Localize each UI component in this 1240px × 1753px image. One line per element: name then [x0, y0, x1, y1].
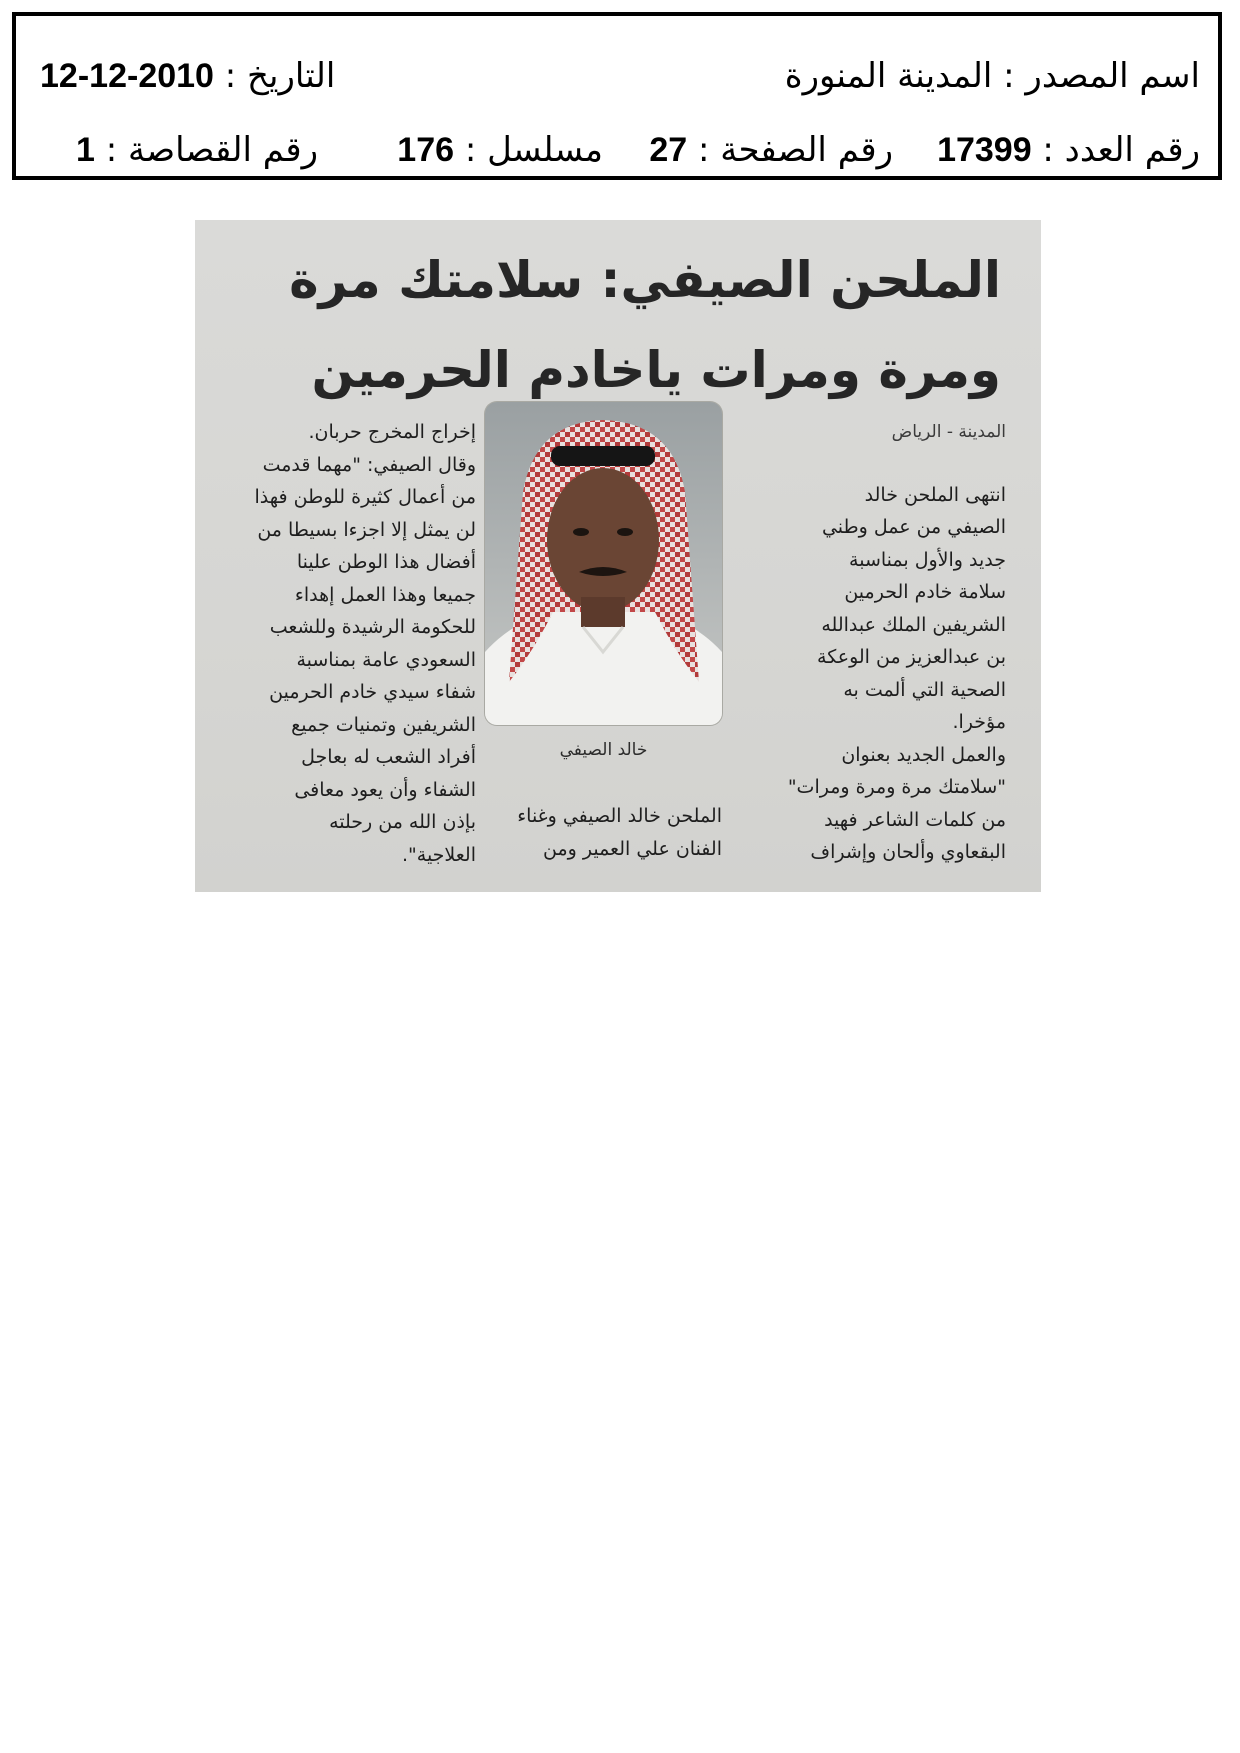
article-line: من كلمات الشاعر فهيد: [824, 808, 1006, 831]
article-line: الفنان علي العمير ومن: [543, 837, 722, 860]
clip-number-label: رقم القصاصة :: [105, 130, 319, 170]
newspaper-clipping: [195, 220, 1041, 892]
date-line: [40, 56, 335, 96]
date-label: التاريخ :: [224, 56, 336, 96]
dateline: المدينة - الرياض: [891, 422, 1006, 442]
photo-caption: خالد الصيفي: [559, 740, 648, 760]
article-line: الشريفين الملك عبدالله: [821, 613, 1006, 636]
clip-number-line: [76, 130, 318, 170]
article-line: للحكومة الرشيدة وللشعب: [269, 616, 476, 638]
article-line: شفاء سيدي خادم الحرمين: [269, 681, 476, 703]
serial-line: [397, 130, 603, 170]
serial-value: 176: [397, 131, 455, 169]
article-line: أفضال هذا الوطن علينا: [296, 551, 476, 573]
article-line: "سلامتك مرة ومرة ومرات": [787, 776, 1006, 798]
source-line: [785, 56, 1200, 96]
page-value: 27: [649, 131, 688, 169]
article-line: البقعاوي وألحان وإشراف: [810, 841, 1006, 863]
page-label: رقم الصفحة :: [697, 130, 893, 170]
article-line: بإذن الله من رحلته: [329, 811, 476, 833]
clipping-header: [12, 12, 1222, 180]
source-label: اسم المصدر : المدينة المنورة: [784, 56, 1200, 96]
page-line: [649, 130, 893, 170]
article-line: بن عبدالعزيز من الوعكة: [817, 646, 1006, 668]
article-line: جديد والأول بمناسبة: [849, 548, 1006, 571]
clip-number-value: 1: [76, 131, 95, 169]
article-line: الملحن خالد الصيفي وغناء: [517, 805, 722, 827]
headline-line-1: الملحن الصيفي: سلامتك مرة: [289, 251, 1001, 309]
article-line: انتهى الملحن خالد: [864, 483, 1006, 506]
article-line: الشريفين وتمنيات جميع: [291, 713, 476, 736]
article-line: الصيفي من عمل وطني: [821, 516, 1006, 538]
issue-label: رقم العدد :: [1042, 130, 1200, 170]
article-line: أفراد الشعب له بعاجل: [301, 746, 476, 768]
article-line: وقال الصيفي: "مهما قدمت: [262, 453, 476, 476]
article-line: الشفاء وأن يعود معافى: [294, 778, 476, 801]
portrait-photo: [485, 402, 722, 725]
date-value: 2010-12-12: [40, 57, 214, 95]
article-column-middle: [485, 800, 722, 865]
issue-line: [937, 130, 1200, 170]
article-line: إخراج المخرج حربان.: [308, 421, 476, 443]
article-line: من أعمال كثيرة للوطن فهذا: [254, 486, 476, 508]
article-line: جميعا وهذا العمل إهداء: [294, 583, 476, 606]
issue-value: 17399: [937, 131, 1032, 169]
article-line: والعمل الجديد بعنوان: [841, 743, 1006, 766]
article-column-left: [226, 416, 476, 871]
serial-label: مسلسل :: [464, 130, 603, 170]
article-line: السعودي عامة بمناسبة: [296, 648, 476, 671]
article-line: العلاجية".: [401, 843, 476, 866]
article-line: مؤخرا.: [952, 711, 1006, 733]
article-line: لن يمثل إلا اجزءا بسيطا من: [257, 518, 476, 541]
article-line: الصحية التي ألمت به: [843, 678, 1006, 701]
article-column-right: [756, 416, 1006, 869]
portrait-illustration: [485, 402, 722, 725]
article-line: سلامة خادم الحرمين: [844, 581, 1006, 603]
headline-line-2: ومرة ومرات ياخادم الحرمين: [311, 341, 1001, 399]
